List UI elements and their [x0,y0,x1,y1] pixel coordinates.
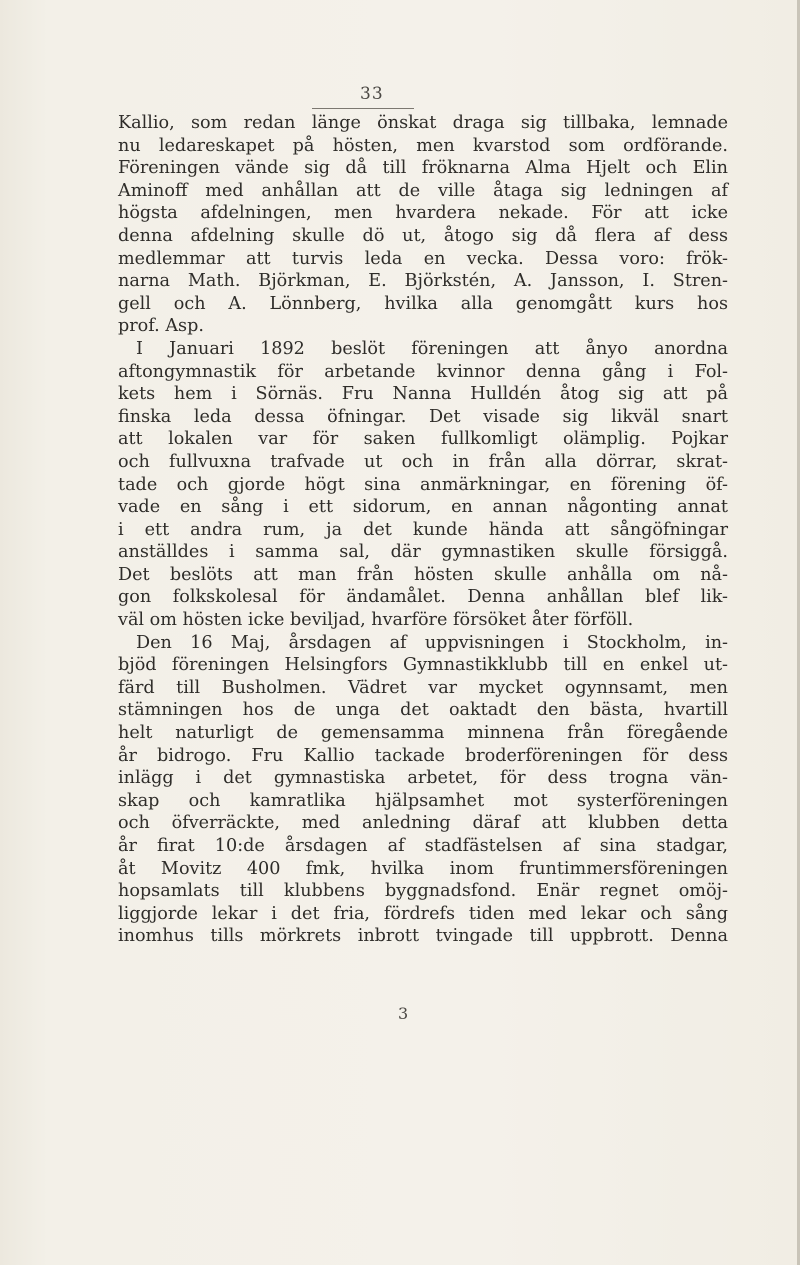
text-line: åt Movitz 400 fmk, hvilka inom fruntimmersföreningen [118,858,728,879]
text-line: Föreningen vände sig då till fröknarna Alma Hjelt och Elin [118,158,728,179]
text-line: hopsamlats till klubbens byggnadsfond. Enär regnet omöj- [118,881,728,902]
text-line: prof. Asp. [118,316,204,337]
text-line: i ett andra rum, ja det kunde hända att sångöfningar [118,519,728,540]
paragraph-start-line: Den 16 Maj, årsdagen af uppvisningen i Stockholm, in- [136,632,728,653]
text-line: skap och kamratlika hjälpsamhet mot systerföreningen [118,790,728,811]
text-line: kets hem i Sörnäs. Fru Nanna Hulldén åtog sig att på [118,384,728,405]
text-line: år firat 10:de årsdagen af stadfästelsen af sina stadgar, [118,836,728,856]
page-number: 33 [360,84,384,104]
text-line: nu ledareskapet på hösten, men kvarstod som ordförande. [118,135,728,156]
text-line: år bidrogo. Fru Kallio tackade broderföreningen för dess [118,745,728,766]
text-line: vade en sång i ett sidorum, en annan någonting annat [118,497,728,518]
text-line: gell och A. Lönnberg, hvilka alla genomgått kurs hos [118,293,728,314]
text-line: anställdes i samma sal, där gymnastiken skulle försiggå. [118,542,728,563]
text-line: denna afdelning skulle dö ut, åtogo sig då flera af dess [118,225,728,246]
text-line: finska leda dessa öfningar. Det visade sig likväl snart [118,406,728,427]
text-line: inomhus tills mörkrets inbrott tvingade till uppbrott. Denna [118,926,728,947]
body-text [118,112,728,948]
text-line: färd till Busholmen. Vädret var mycket ogynnsamt, men [118,677,728,698]
text-line: Det beslöts att man från hösten skulle anhålla om nå- [118,564,728,585]
text-line: tade och gjorde högt sina anmärkningar, en förening öf- [118,474,728,495]
text-line: inlägg i det gymnastiska arbetet, för dess trogna vän- [118,768,728,789]
text-line: narna Math. Björkman, E. Björkstén, A. Jansson, I. Stren- [118,271,728,292]
text-line: bjöd föreningen Helsingfors Gymnastikklubb till en enkel ut- [118,655,728,676]
text-line: Aminoff med anhållan att de ville åtaga sig ledningen af [118,180,728,201]
printer-signature-mark: 3 [398,1004,409,1023]
text-line: liggjorde lekar i det fria, fördrefs tiden med lekar och sång [118,903,728,924]
text-line: aftongymnastik för arbetande kvinnor denna gång i Fol- [118,361,728,382]
text-line: väl om hösten icke beviljad, hvarföre försöket åter förföll. [118,610,634,631]
text-line: stämningen hos de unga det oaktadt den bästa, hvartill [118,700,728,721]
header-rule [312,108,414,109]
text-line: och fullvuxna trafvade ut och in från alla dörrar, skrat- [118,451,728,472]
text-line: och öfverräckte, med anledning däraf att klubben detta [118,813,728,834]
paragraph-start-line: I Januari 1892 beslöt föreningen att ånyo anordna [136,338,728,359]
text-line: att lokalen var för saken fullkomligt olämplig. Pojkar [118,429,728,450]
text-line: högsta afdelningen, men hvardera nekade. För att icke [118,203,728,224]
text-line: gon folkskolesal för ändamålet. Denna anhållan blef lik- [118,587,728,608]
text-line: Kallio, som redan länge önskat draga sig tillbaka, lemnade [118,113,728,133]
text-line: helt naturligt de gemensamma minnena från föregående [118,723,728,744]
text-line: medlemmar att turvis leda en vecka. Dessa voro: frök- [118,248,728,269]
